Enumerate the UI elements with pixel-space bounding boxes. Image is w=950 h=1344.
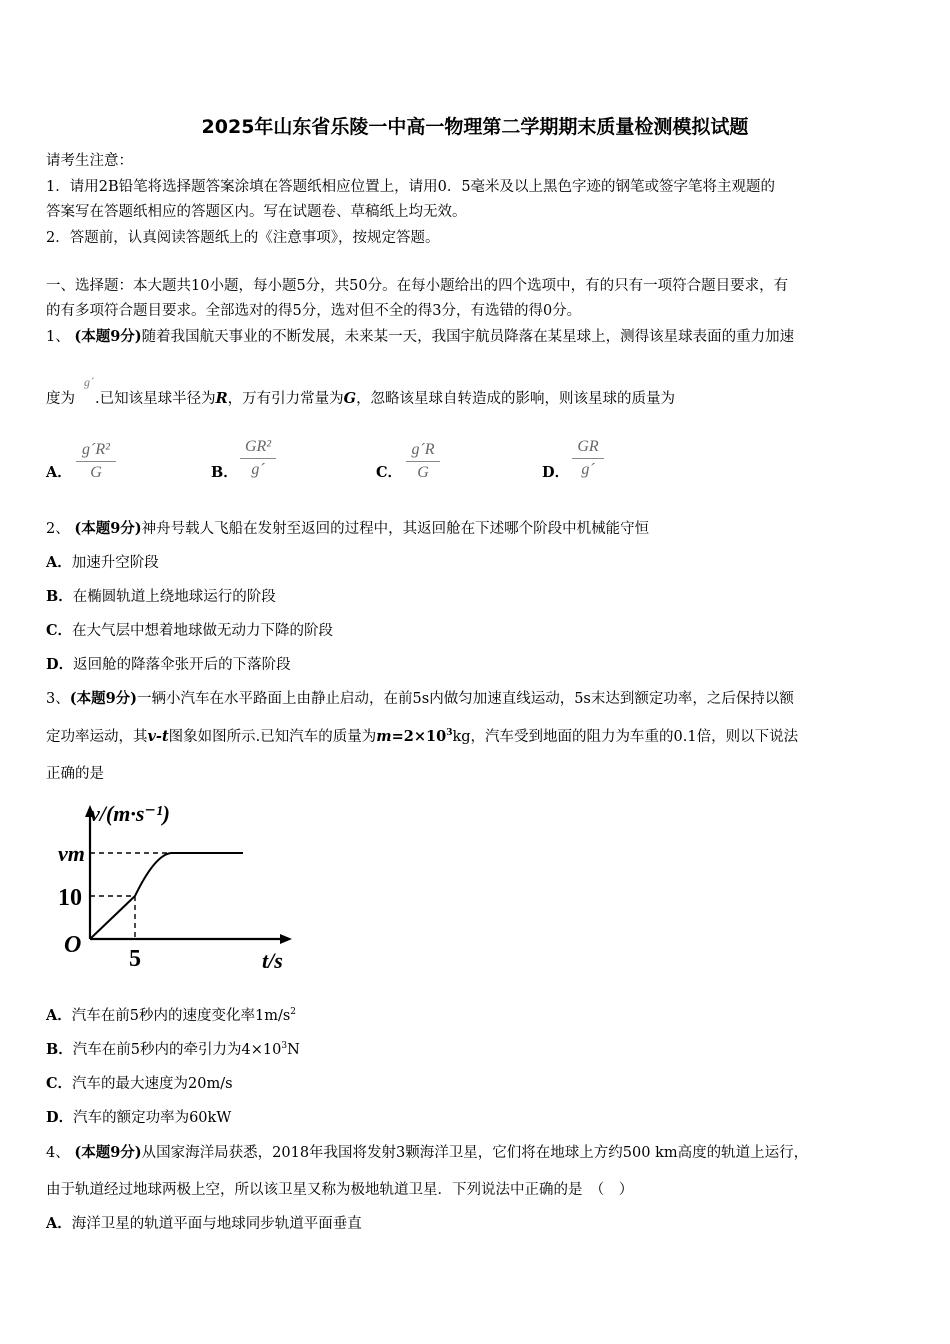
q1-option-b-fraction <box>240 437 276 480</box>
q3-option-b-sup: 3 <box>281 1041 288 1052</box>
q2-option-c[interactable] <box>46 621 333 641</box>
q1-text-2c: ，万有引力常量为 <box>227 391 344 407</box>
notice-line-3: 2．答题前，认真阅读答题纸上的《注意事项》，按规定答题。 <box>46 230 440 246</box>
q1-stem-line-2 <box>46 389 675 409</box>
q1-G: G <box>343 390 357 407</box>
q4-tag: (本题9分) <box>74 1144 142 1161</box>
y-tick-label-vm: vm <box>58 841 85 866</box>
q4-text-1: 从国家海洋局获悉，2018年我国将发射3颗海洋卫星，它们将在地球上方约500 km高度的轨道上运行， <box>141 1145 809 1161</box>
q4-stem-line-2: 由于轨道经过地球两极上空，所以该卫星又称为极地轨道卫星．下列说法中正确的是 （ ） <box>46 1182 634 1198</box>
q2-option-b[interactable] <box>46 587 276 607</box>
q1-option-c-numerator: g´R <box>411 441 435 458</box>
q3-option-a[interactable] <box>46 1006 296 1026</box>
notice-line-1: 1．请用2B铅笔将选择题答案涂填在答题纸相应位置上，请用0．5毫米及以上黑色字迹的钢笔或签字笔将主观题的 <box>46 179 776 195</box>
q3-stem-line-1 <box>46 689 794 709</box>
q1-option-a-label[interactable]: A． <box>46 464 72 481</box>
q3-option-b[interactable] <box>46 1040 300 1060</box>
q3-tag: (本题9分) <box>69 690 138 707</box>
q3-option-a-text: 汽车在前5秒内的速度变化率1m/s <box>71 1008 291 1024</box>
q3-option-d-text: 汽车的额定功率为60kW <box>73 1110 232 1126</box>
q3-text-1: 一辆小汽车在水平路面上由静止启动，在前5s内做匀加速直线运动，5s末达到额定功率，之后保持以额 <box>137 691 794 707</box>
section-line-1: 一、选择题：本大题共10小题，每小题5分，共50分。在每小题给出的四个选项中，有的只有一项符合题目要求，有 <box>46 278 789 294</box>
q1-option-c-denominator: G <box>417 464 429 481</box>
q3-option-d-label: D． <box>46 1109 74 1126</box>
q2-option-d-text: 返回舱的降落伞张开后的下落阶段 <box>73 657 291 673</box>
page-title: 2025年山东省乐陵一中高一物理第二学期期末质量检测模拟试题 <box>201 116 749 138</box>
origin-label: O <box>64 932 82 958</box>
q3-stem-line-3: 正确的是 <box>46 766 104 782</box>
q2-stem <box>46 519 649 539</box>
series-constant-power <box>135 853 171 896</box>
q1-option-d-label[interactable]: D． <box>542 464 570 481</box>
q4-number: 4、 <box>46 1145 70 1161</box>
q1-tag: (本题9分) <box>74 328 142 345</box>
q2-option-d-label: D． <box>46 656 74 673</box>
q1-option-c-label[interactable]: C． <box>376 464 403 481</box>
q3-option-c-label: C． <box>46 1075 73 1092</box>
q2-option-c-label: C． <box>46 622 73 639</box>
q2-option-d[interactable] <box>46 655 291 675</box>
q3-stem-line-2 <box>46 727 798 747</box>
series-uniform-acceleration <box>90 896 135 939</box>
q1-option-c-fraction <box>406 440 440 483</box>
q3-option-b-unit: N <box>287 1042 300 1058</box>
q1-option-a-numerator: g´R² <box>82 441 110 458</box>
q1-option-a-fraction <box>76 440 116 483</box>
q4-option-a[interactable] <box>46 1214 362 1234</box>
q2-number: 2、 <box>46 521 70 537</box>
notice-line-2: 答案写在答题纸相应的答题区内。写在试题卷、草稿纸上均无效。 <box>46 204 467 220</box>
q1-g-symbol: g´ <box>84 375 94 389</box>
q3-number: 3、 <box>46 691 70 707</box>
y-tick-label-10: 10 <box>58 885 82 911</box>
q2-option-a[interactable] <box>46 553 159 573</box>
q3-option-c[interactable] <box>46 1074 233 1094</box>
x-axis-arrow <box>280 934 292 944</box>
q1-text-1: 随着我国航天事业的不断发展，未来某一天，我国宇航员降落在某星球上，测得该星球表面的重力加速 <box>141 329 795 345</box>
q1-number: 1、 <box>46 329 70 345</box>
q1-option-b-denominator: g´ <box>251 461 265 478</box>
q4-option-a-text: 海洋卫星的轨道平面与地球同步轨道平面垂直 <box>71 1216 362 1232</box>
q1-text-2b: .已知该星球半径为 <box>95 391 216 407</box>
q2-option-b-label: B． <box>46 588 73 605</box>
q3-text-2b: 图象如图所示.已知汽车的质量为 <box>168 729 377 745</box>
q1-R: R <box>215 390 228 407</box>
section-line-2: 的有多项符合题目要求。全部选对的得5分，选对但不全的得3分，有选错的得0分。 <box>46 303 582 319</box>
q3-option-b-text: 汽车在前5秒内的牵引力为4×10 <box>72 1042 282 1058</box>
q3-option-a-label: A． <box>46 1007 72 1024</box>
q1-option-b-label[interactable]: B． <box>211 464 238 481</box>
q4-stem-line-1 <box>46 1143 808 1163</box>
x-tick-label-5: 5 <box>129 946 141 972</box>
q2-text: 神舟号载人飞船在发射至返回的过程中，其返回舱在下述哪个阶段中机械能守恒 <box>141 521 650 537</box>
y-axis-label: v/(m·s⁻¹) <box>90 801 170 826</box>
q3-option-b-label: B． <box>46 1041 73 1058</box>
q1-option-a-denominator: G <box>90 464 102 481</box>
q3-text-2c-sup: 3 <box>446 728 453 739</box>
q3-m: m <box>376 728 392 745</box>
q2-option-b-text: 在椭圆轨道上绕地球运行的阶段 <box>72 589 276 605</box>
q1-option-d-fraction <box>572 437 604 480</box>
q4-option-a-label: A． <box>46 1215 72 1232</box>
q1-option-d-denominator: g´ <box>581 461 595 478</box>
q1-text-2d: ，忽略该星球自转造成的影响，则该星球的质量为 <box>356 391 676 407</box>
q3-option-d[interactable] <box>46 1108 231 1128</box>
q1-option-d-numerator: GR <box>577 438 599 455</box>
notice-heading: 请考生注意： <box>46 153 133 169</box>
q1-stem-line-1 <box>46 327 794 347</box>
x-axis-label: t/s <box>262 948 283 973</box>
q2-tag: (本题9分) <box>74 520 142 537</box>
q1-text-2a: 度为 <box>46 391 75 407</box>
q2-option-a-text: 加速升空阶段 <box>71 555 159 571</box>
q3-option-a-sup: 2 <box>290 1007 297 1018</box>
q3-option-c-text: 汽车的最大速度为20m/s <box>72 1076 233 1092</box>
q1-option-b-numerator: GR² <box>244 438 272 455</box>
q3-text-2d: kg，汽车受到地面的阻力为车重的0.1倍，则以下说法 <box>452 729 799 745</box>
q3-text-2c: =2×10 <box>391 728 447 745</box>
q2-option-c-text: 在大气层中想着地球做无动力下降的阶段 <box>72 623 334 639</box>
q3-text-2a: 定功率运动，其 <box>46 729 148 745</box>
vt-graph <box>50 792 310 982</box>
q2-option-a-label: A． <box>46 554 72 571</box>
q3-vt: v-t <box>147 728 169 745</box>
